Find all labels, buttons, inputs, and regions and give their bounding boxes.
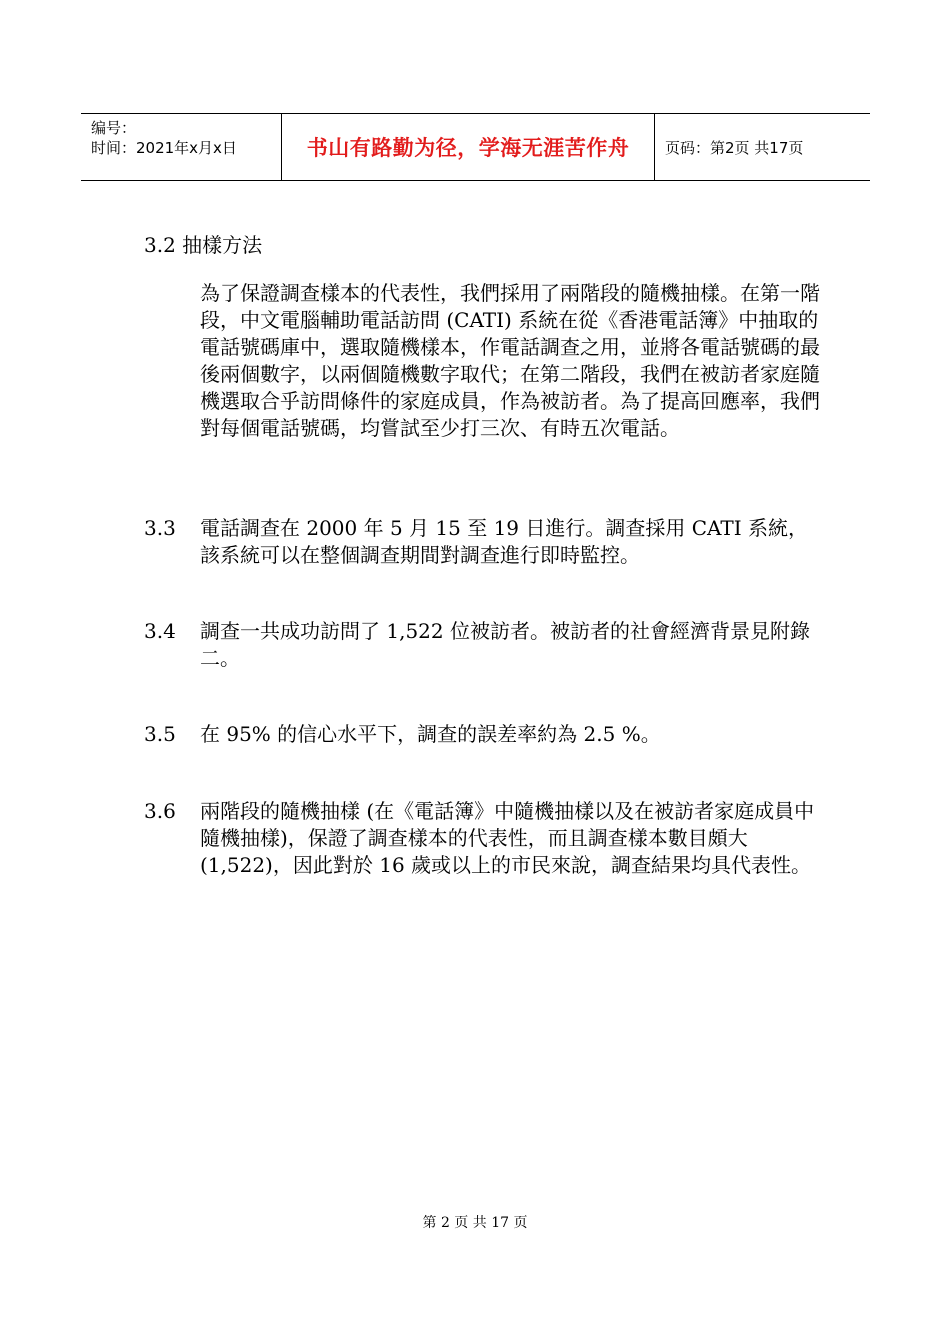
header-meta (81, 114, 281, 180)
item-number: 3.3 (144, 516, 176, 540)
item-text: 調查一共成功訪問了 1,522 位被訪者。被訪者的社會經濟背景見附錄二。 (200, 619, 810, 670)
item-number: 3.4 (144, 619, 176, 643)
time-label: 时间：2021年x月x日 (91, 139, 237, 157)
item-text: 在 95% 的信心水平下，調查的誤差率約為 2.5 %。 (200, 722, 661, 746)
header-table (81, 113, 870, 181)
list-item (144, 721, 824, 748)
page-footer: 第 2 页 共 17 页 (422, 1215, 528, 1231)
item-text: 電話調查在 2000 年 5 月 15 至 19 日進行。調查採用 CATI 系統，該系統可以在整個調查期間對調查進行即時監控。 (200, 516, 808, 567)
item-text: 兩階段的隨機抽樣 (在《電話簿》中隨機抽樣以及在被訪者家庭成員中隨機抽樣)，保證了調查樣本的代表性，而且調查樣本數目頗大 (1,522)，因此對於 16 歲或以上的市民來說，調查結果均具代表性。 (200, 799, 815, 877)
item-number: 3.5 (144, 722, 176, 746)
header-page-info: 页码：第2页 共17页 (665, 138, 804, 157)
number-label: 编号： (91, 119, 137, 137)
header-motto: 书山有路勤为径，学海无涯苦作舟 (281, 114, 655, 180)
list-item (144, 618, 824, 672)
item-number: 3.6 (144, 799, 176, 823)
intro-paragraph: 為了保證調查樣本的代表性，我們採用了兩階段的隨機抽樣。在第一階段，中文電腦輔助電話訪問 (CATI) 系統在從《香港電話簿》中抽取的電話號碼庫中，選取隨機樣本，作電話調查之用，並將各電話號碼的最後兩個數字，以兩個隨機數字取代；在第二階段，我們在被訪者家庭隨機選取合乎訪問條件的家庭成員，作為被訪者。為了提高回應率，我們對每個電話號碼，均嘗試至少打三次、有時五次電話。 (200, 281, 820, 440)
list-item (144, 515, 824, 569)
section-heading: 3.2 抽樣方法 (144, 233, 263, 257)
list-item (144, 798, 824, 879)
